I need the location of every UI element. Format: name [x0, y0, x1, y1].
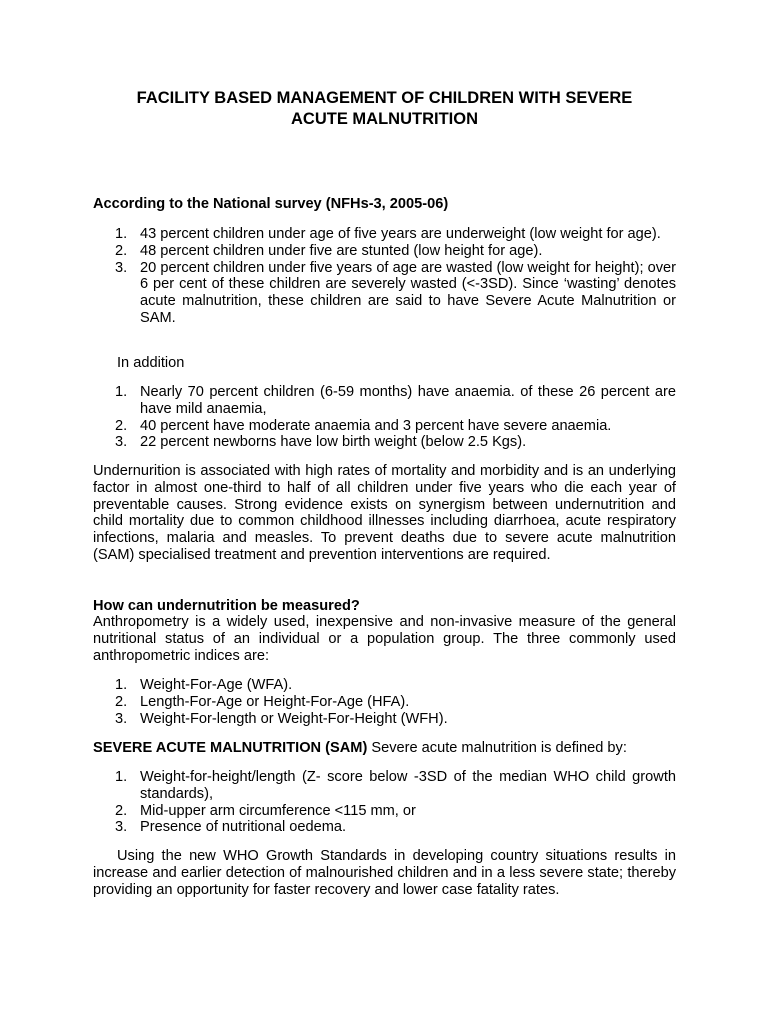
- list-item: 1. Nearly 70 percent children (6-59 months) have anaemia. of these 26 percent are have mild anaemia,: [115, 384, 676, 417]
- measure-heading: How can undernutrition be measured?: [93, 598, 360, 614]
- in-addition-label: In addition: [117, 355, 185, 371]
- list-item: 1. 43 percent children under age of five years are underweight (low weight for age).: [115, 226, 661, 242]
- document-title: [93, 88, 676, 130]
- title-line-2: ACUTE MALNUTRITION: [291, 110, 478, 128]
- list-item-text: 48 percent children under five are stunted (low height for age).: [140, 242, 543, 259]
- list-item-text: 43 percent children under age of five years are underweight (low weight for age).: [140, 226, 661, 242]
- list-item: 3. Presence of nutritional oedema.: [115, 819, 347, 836]
- indices-list: [93, 677, 676, 727]
- list-item: 1. Weight-For-Age (WFA).: [115, 677, 293, 693]
- list-item-text: Length-For-Age or Height-For-Age (HFA).: [140, 693, 410, 710]
- list-item: 3. 20 percent children under five years of age are wasted (low weight for height); over 6 per cent of these children are severely wasted (<-3SD). Since ‘wasting’ denotes acute malnutrition, these children are said to have Severe Acute Malnutrition or SAM.: [115, 259, 676, 326]
- list-item-text: 22 percent newborns have low birth weight (below 2.5 Kgs).: [140, 434, 527, 451]
- list-item-text: Presence of nutritional oedema.: [140, 819, 347, 836]
- measure-paragraph: Anthropometry is a widely used, inexpensive and non-invasive measure of the general nutritional status of an individual or a population group. The three commonly used anthropometric indices are:: [93, 614, 676, 664]
- list-item-text: Weight-For-Age (WFA).: [140, 677, 293, 693]
- list-item: 2. Mid-upper arm circumference <115 mm, or: [115, 802, 416, 819]
- sam-intro: Severe acute malnutrition is defined by:: [367, 740, 627, 756]
- list-item: 2. 48 percent children under five are stunted (low height for age).: [115, 242, 543, 259]
- list-item: 1. Weight-for-height/length (Z- score below -3SD of the median WHO child growth standards),: [115, 769, 676, 802]
- list-item: 3. Weight-For-length or Weight-For-Height (WFH).: [115, 710, 448, 727]
- undernutrition-paragraph: Undernurition is associated with high rates of mortality and morbidity and is an underlying factor in almost one-third to half of all children under five years who die each year of preventable causes. Strong evidence exists on synergism between undernutrition and child mortality due to common childhood illnesses including diarrhoea, acute respiratory infections, malaria and measles. To prevent deaths due to severe acute malnutrition (SAM) specialised treatment and prevention interventions are required.: [93, 463, 676, 563]
- list-item: 2. Length-For-Age or Height-For-Age (HFA).: [115, 693, 410, 710]
- title-line-1: FACILITY BASED MANAGEMENT OF CHILDREN WITH SEVERE: [136, 89, 633, 107]
- list-item: 3. 22 percent newborns have low birth weight (below 2.5 Kgs).: [115, 434, 527, 451]
- list-item-text: 20 percent children under five years of age are wasted (low weight for height); over 6 per cent of these children are severely wasted (<-3SD). Since ‘wasting’ denotes acute malnutrition, these children are said to have Severe Acute Malnutrition or SAM.: [140, 259, 676, 326]
- survey-heading: According to the National survey (NFHs-3, 2005-06): [93, 196, 449, 212]
- sam-list: [93, 769, 676, 836]
- list-item-text: Nearly 70 percent children (6-59 months) have anaemia. of these 26 percent are have mild anaemia,: [140, 384, 676, 417]
- list-item-text: Weight-for-height/length (Z- score below -3SD of the median WHO child growth standards),: [140, 769, 676, 802]
- sam-heading: SEVERE ACUTE MALNUTRITION (SAM): [93, 740, 368, 756]
- list-item: 2. 40 percent have moderate anaemia and 3 percent have severe anaemia.: [115, 417, 612, 434]
- list-item-text: Weight-For-length or Weight-For-Height (WFH).: [140, 710, 448, 727]
- list-item-text: Mid-upper arm circumference <115 mm, or: [140, 802, 416, 819]
- list-item-text: 40 percent have moderate anaemia and 3 percent have severe anaemia.: [140, 417, 612, 434]
- sam-definition-line: [93, 740, 676, 757]
- addition-list: [93, 384, 676, 451]
- survey-list: [93, 226, 676, 327]
- closing-paragraph: Using the new WHO Growth Standards in developing country situations results in increase and earlier detection of malnourished children and in a less severe state; thereby providing an opportunity for faster recovery and lower case fatality rates.: [93, 848, 676, 898]
